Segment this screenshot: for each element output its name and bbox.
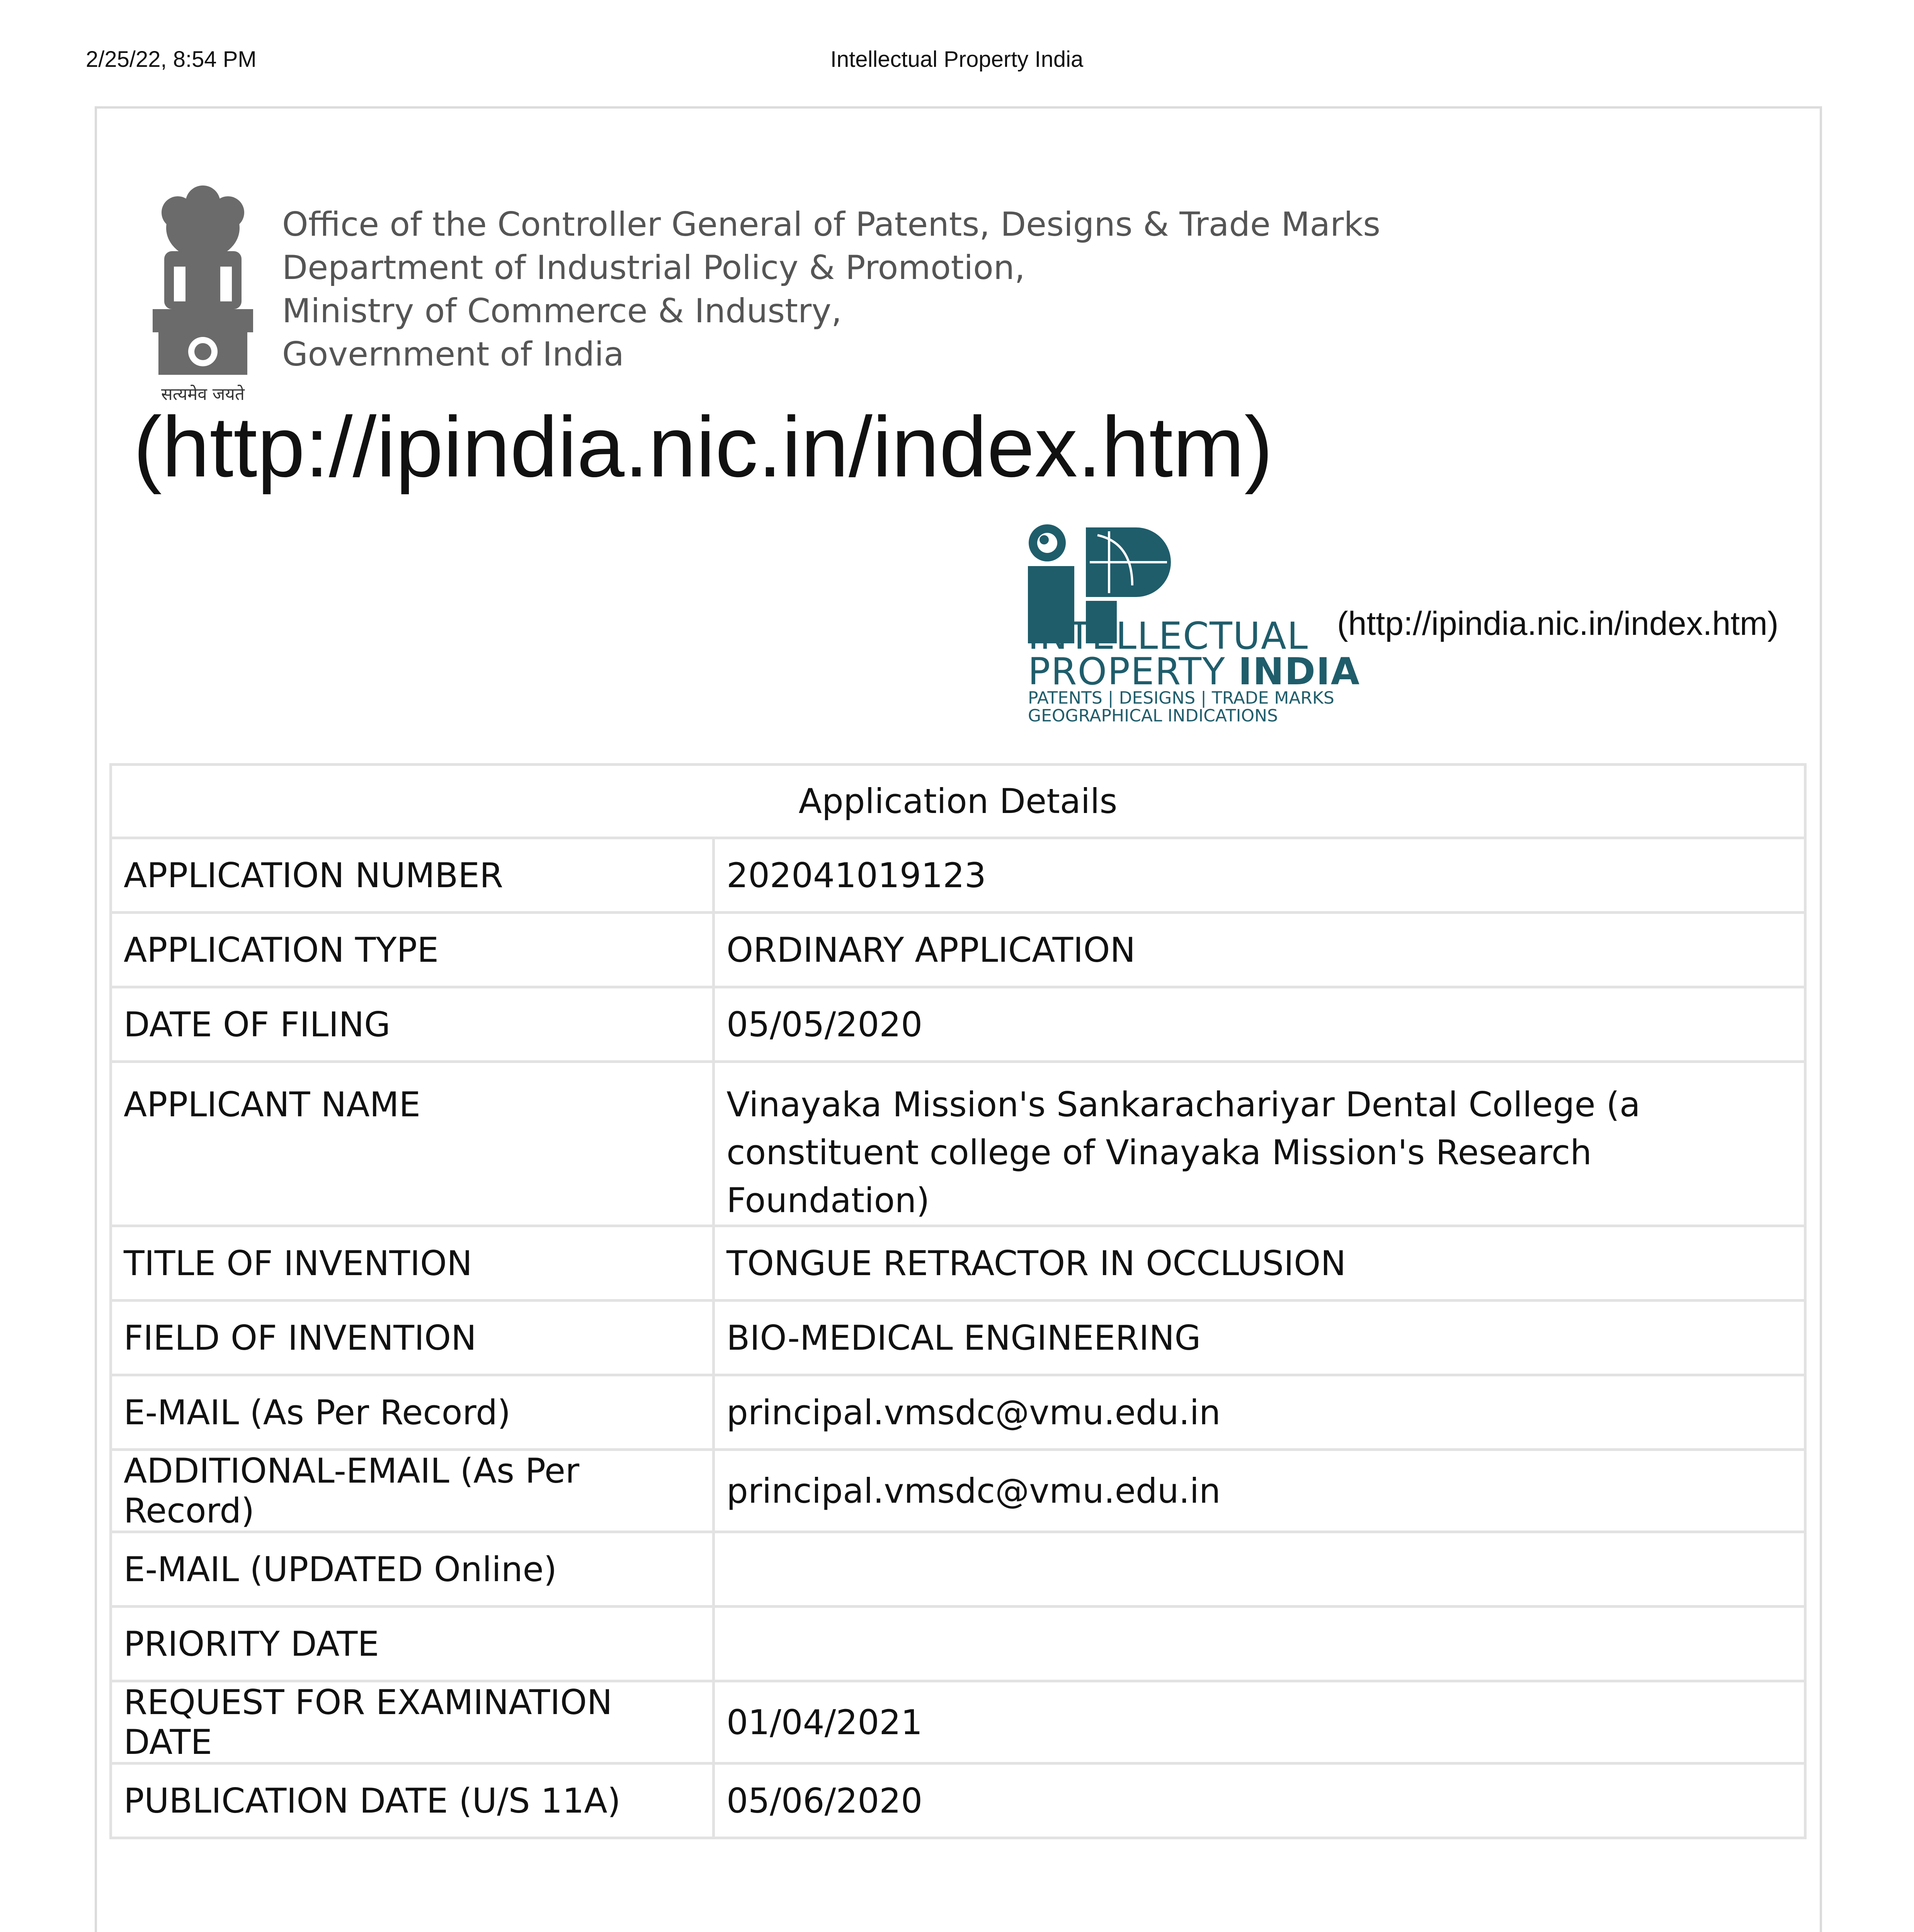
office-line: Office of the Controller General of Patents, Designs & Trade Marks — [282, 205, 1381, 244]
row-value — [714, 1532, 1805, 1607]
row-key: DATE OF FILING — [111, 987, 714, 1062]
row-value: 202041019123 — [714, 838, 1805, 913]
row-key: APPLICATION NUMBER — [111, 838, 714, 913]
print-datetime: 2/25/22, 8:54 PM — [86, 47, 257, 72]
logo-line: PATENTS | DESIGNS | TRADE MARKS — [1028, 688, 1334, 708]
table-row — [111, 1450, 1805, 1532]
office-address — [282, 203, 1380, 376]
row-value: 01/04/2021 — [714, 1681, 1805, 1764]
logo-line: INTELLECTUAL — [1028, 614, 1309, 658]
table-header-row — [111, 765, 1805, 838]
logo-line — [1028, 650, 1360, 693]
row-key: FIELD OF INVENTION — [111, 1301, 714, 1375]
table-row — [111, 1301, 1805, 1375]
details-heading: Application Details — [111, 765, 1805, 838]
row-key: REQUEST FOR EXAMINATION DATE — [111, 1681, 714, 1764]
row-value: principal.vmsdc@vmu.edu.in — [714, 1375, 1805, 1450]
row-key: PRIORITY DATE — [111, 1607, 714, 1681]
row-value: ORDINARY APPLICATION — [714, 913, 1805, 987]
table-row — [111, 1375, 1805, 1450]
row-key: TITLE OF INVENTION — [111, 1226, 714, 1301]
logo-line: GEOGRAPHICAL INDICATIONS — [1028, 706, 1278, 726]
logo-word-bold: INDIA — [1238, 650, 1360, 693]
row-value: TONGUE RETRACTOR IN OCCLUSION — [714, 1226, 1805, 1301]
print-page-title: Intellectual Property India — [830, 47, 1084, 72]
row-value: 05/05/2020 — [714, 987, 1805, 1062]
national-emblem-icon — [137, 182, 269, 406]
application-details-table — [109, 763, 1807, 1839]
row-key: E-MAIL (As Per Record) — [111, 1375, 714, 1450]
table-row — [111, 913, 1805, 987]
row-key: APPLICANT NAME — [111, 1062, 714, 1226]
row-value: 05/06/2020 — [714, 1764, 1805, 1838]
logo-link[interactable]: (http://ipindia.nic.in/index.htm) — [1337, 605, 1779, 642]
row-key: ADDITIONAL-EMAIL (As Per Record) — [111, 1450, 714, 1532]
table-row — [111, 1607, 1805, 1681]
office-line: Department of Industrial Policy & Promotion, — [282, 248, 1025, 287]
table-row — [111, 1764, 1805, 1838]
table-row — [111, 987, 1805, 1062]
table-row — [111, 1681, 1805, 1764]
logo-word: PROPERTY — [1028, 650, 1239, 693]
row-key: APPLICATION TYPE — [111, 913, 714, 987]
table-row — [111, 1226, 1805, 1301]
office-line: Government of India — [282, 335, 624, 374]
table-row — [111, 1062, 1805, 1226]
row-value: BIO-MEDICAL ENGINEERING — [714, 1301, 1805, 1375]
print-header — [0, 46, 1914, 77]
row-value: Vinayaka Mission's Sankarachariyar Dental College (a constituent college of Vinayaka Mission's Research Foundation) — [714, 1062, 1805, 1226]
emblem-caption: सत्यमेव जयते — [161, 384, 245, 404]
office-line: Ministry of Commerce & Industry, — [282, 292, 842, 330]
row-key: PUBLICATION DATE (U/S 11A) — [111, 1764, 714, 1838]
ip-india-logo-text — [1028, 614, 1360, 726]
home-link[interactable]: (http://ipindia.nic.in/index.htm) — [133, 399, 1273, 495]
table-row — [111, 838, 1805, 913]
row-key: E-MAIL (UPDATED Online) — [111, 1532, 714, 1607]
table-row — [111, 1532, 1805, 1607]
row-value: principal.vmsdc@vmu.edu.in — [714, 1450, 1805, 1532]
row-value — [714, 1607, 1805, 1681]
